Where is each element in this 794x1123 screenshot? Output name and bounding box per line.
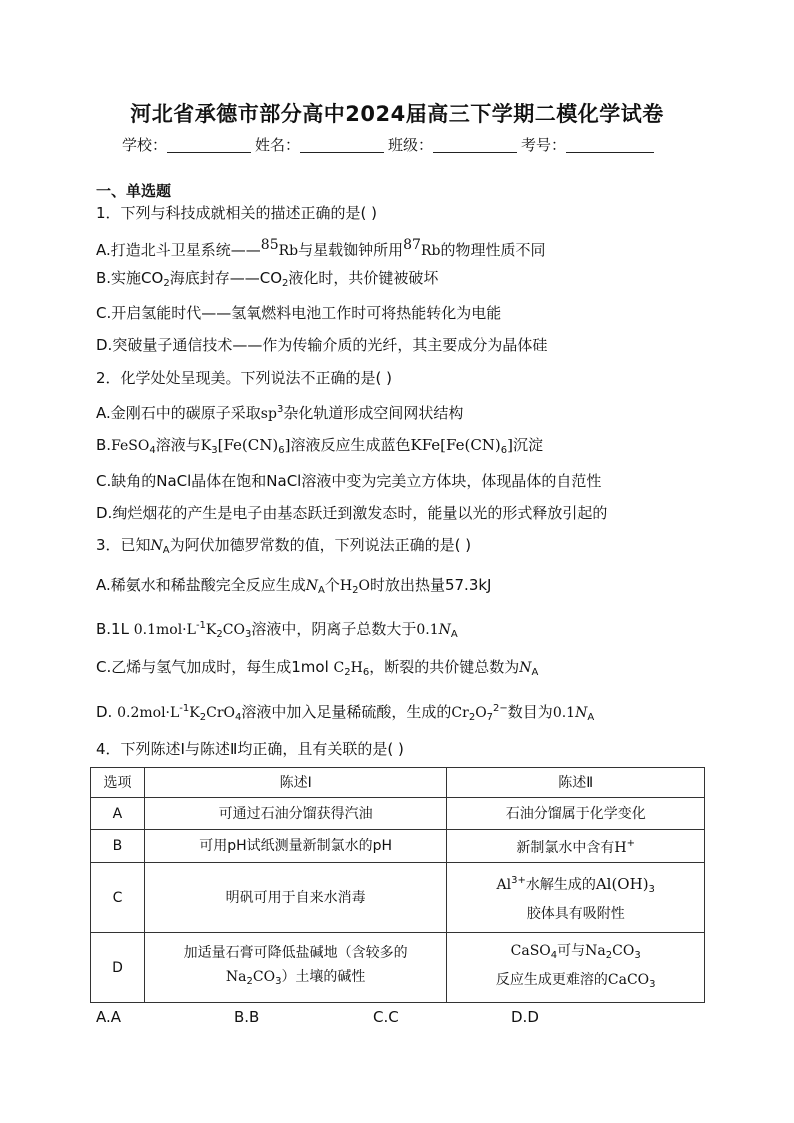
subscript: 2 — [282, 278, 289, 289]
q4-table — [90, 767, 705, 1003]
isotope-symbol: Rb — [278, 243, 299, 259]
avogadro-symbol: N — [305, 578, 319, 594]
q1-b-text: B.实施CO — [96, 269, 164, 287]
formula: CO — [252, 969, 276, 985]
value: 0.1 — [416, 622, 439, 638]
formula: K — [205, 622, 217, 638]
q1-b-text: 液化时，共价键被破坏 — [288, 269, 439, 287]
formula: O — [358, 578, 370, 594]
subscript: 4 — [149, 445, 156, 456]
table-header: 陈述Ⅱ — [447, 768, 705, 798]
q2-b-text: 溶液反应生成蓝色 — [290, 436, 411, 454]
q4-stem: 4．下列陈述Ⅰ与陈述Ⅱ均正确，且有关联的是( ) — [96, 740, 404, 758]
subscript: 2 — [199, 712, 207, 723]
formula: K — [200, 438, 212, 454]
subscript: 3 — [244, 629, 252, 640]
subscript: 3 — [275, 976, 282, 987]
subscript: 4 — [550, 949, 558, 961]
isotope-symbol: Rb — [420, 243, 441, 259]
formula: K — [189, 705, 200, 721]
superscript: 2− — [493, 703, 508, 714]
q4-choices — [96, 1008, 539, 1026]
subscript: 2 — [163, 278, 170, 289]
formula: ] — [507, 436, 514, 454]
formula: ] — [284, 436, 291, 454]
formula: CrO — [206, 705, 236, 721]
superscript: 3 — [276, 404, 284, 415]
formula: CO — [612, 942, 635, 959]
number-blank[interactable] — [566, 136, 654, 153]
concentration: 0.2mol·L — [117, 705, 180, 721]
table-cell — [447, 933, 705, 1003]
q2-b-text: 沉淀 — [513, 436, 544, 454]
table-cell: A — [91, 798, 145, 830]
formula: CO — [222, 622, 245, 638]
table-cell: 石油分馏属于化学变化 — [447, 798, 705, 830]
q3-c-text: C.乙烯与氢气加成时，每生成1mol — [96, 658, 334, 676]
superscript: -1 — [195, 620, 206, 631]
q2-a-text: 杂化轨道形成空间网状结构 — [283, 404, 464, 422]
subscript: 2 — [246, 976, 253, 987]
subscript: 2 — [605, 949, 613, 961]
cell-text: 可与 — [557, 942, 586, 959]
table-header-row — [91, 768, 705, 798]
q2-b-text: B. — [96, 436, 112, 454]
formula: CaSO — [510, 942, 551, 959]
section-heading: 一、单选题 — [96, 182, 172, 200]
formula: Na — [225, 969, 247, 985]
q3-a-text: A.稀氨水和稀盐酸完全反应生成 — [96, 576, 306, 594]
choice-c[interactable]: C.C — [373, 1008, 399, 1026]
subscript: 6 — [278, 445, 285, 456]
table-cell: 明矾可用于自来水消毒 — [144, 863, 446, 933]
q1-option-d: D.突破量子通信技术——作为传输介质的光纤，其主要成分为晶体硅 — [96, 336, 548, 354]
q1-option-b — [96, 267, 438, 295]
subscript: 2 — [344, 667, 351, 678]
q3-d-text: 数目为 — [507, 703, 553, 721]
formula: FeSO — [111, 438, 150, 454]
cell-text: 胶体具有吸附性 — [526, 906, 625, 922]
formula: O — [475, 705, 487, 721]
formula: Al(OH) — [595, 875, 649, 893]
cell-text: 加适量石膏可降低盐碱地（含较多的 — [183, 945, 408, 961]
q3-stem-text: 为阿伏加德罗常数的值，下列说法正确的是( ) — [169, 536, 472, 554]
table-cell: B — [91, 830, 145, 863]
q3-b-text: 溶液中，阴离子总数大于 — [251, 620, 417, 638]
choice-b[interactable]: B.B — [234, 1008, 260, 1026]
exam-title: 河北省承德市部分高中2024届高三下学期二模化学试卷 — [130, 102, 664, 126]
concentration: 0.1mol·L — [133, 622, 196, 638]
q3-option-c — [96, 656, 538, 684]
value: 0.1 — [552, 705, 576, 721]
formula: H — [614, 840, 627, 856]
table-cell: 可通过石油分馏获得汽油 — [144, 798, 446, 830]
table-cell — [144, 933, 446, 1003]
avogadro-symbol: N — [150, 538, 163, 554]
choice-a[interactable]: A.A — [96, 1008, 122, 1026]
q3-a-text: 时放出热量57.3kJ — [369, 576, 492, 594]
cell-text: ）土壤的碱性 — [281, 969, 366, 985]
q3-stem — [96, 534, 471, 562]
subscript: 2 — [468, 712, 476, 723]
subscript: 3 — [649, 978, 656, 990]
table-row — [91, 798, 705, 830]
q1-a-text: 与星载铷钟所用 — [298, 241, 404, 259]
q1-stem: 1．下列与科技成就相关的描述正确的是( ) — [96, 204, 378, 222]
table-cell: 可用pH试纸测量新制氯水的pH — [144, 830, 446, 863]
q2-option-b — [96, 434, 543, 462]
table-cell: D — [91, 933, 145, 1003]
cell-text: 新制氯水中含有 — [516, 840, 615, 856]
q3-option-d — [96, 698, 594, 729]
formula: CaCO — [607, 971, 650, 988]
table-cell — [447, 863, 705, 933]
class-blank[interactable] — [433, 136, 517, 153]
subscript: 2 — [216, 629, 223, 640]
formula: Cr — [451, 705, 469, 721]
subscript: 7 — [486, 712, 494, 723]
cell-text: 水解生成的 — [525, 877, 596, 893]
superscript: 3+ — [511, 875, 526, 886]
subscript: 6 — [362, 667, 370, 678]
avogadro-symbol: N — [575, 705, 588, 721]
q2-a-text: A.金刚石中的碳原子采取 — [96, 404, 261, 422]
subscript: 3 — [648, 884, 655, 895]
q1-a-text: 的物理性质不同 — [440, 241, 546, 259]
subscript: 4 — [235, 712, 242, 723]
table-row — [91, 830, 705, 863]
q1-a-text: A.打造北斗卫星系统—— — [96, 241, 261, 259]
cell-text: 反应生成更难溶的 — [495, 971, 608, 988]
formula: C — [333, 660, 345, 676]
q3-d-text: D. — [96, 703, 118, 721]
subscript: A — [318, 585, 325, 596]
formula: [Fe(CN) — [217, 436, 279, 454]
q3-c-text: ，断裂的共价键总数为 — [369, 658, 520, 676]
q2-b-text: 溶液与 — [155, 436, 201, 454]
formula: H — [339, 578, 353, 594]
q3-option-b — [96, 615, 458, 646]
isotope-mass: 85 — [260, 237, 279, 253]
q3-stem-text: 3．已知 — [96, 536, 151, 554]
avogadro-symbol: N — [519, 660, 532, 676]
q2-option-a — [96, 399, 463, 425]
subscript: 3 — [634, 949, 641, 961]
student-info-line — [122, 134, 658, 155]
isotope-mass: 87 — [403, 237, 421, 253]
table-header: 陈述Ⅰ — [144, 768, 446, 798]
formula: KFe[Fe(CN) — [410, 436, 501, 454]
q3-b-text: B.1L — [96, 620, 134, 638]
class-label: 班级： — [388, 136, 434, 154]
q2-stem: 2．化学处处呈现美。下列说法不正确的是( ) — [96, 369, 393, 387]
subscript: A — [162, 545, 170, 556]
q3-a-text: 个 — [324, 576, 340, 594]
table-row — [91, 933, 705, 1003]
table-row — [91, 863, 705, 933]
formula: Al — [496, 877, 512, 893]
name-blank[interactable] — [300, 136, 384, 153]
choice-d[interactable]: D.D — [511, 1008, 539, 1026]
school-label: 学校： — [122, 136, 168, 154]
subscript: 2 — [352, 585, 359, 596]
q1-option-c: C.开启氢能时代——氢氧燃料电池工作时可将热能转化为电能 — [96, 304, 502, 322]
superscript: -1 — [179, 703, 190, 714]
name-label: 姓名： — [255, 136, 301, 154]
q2-option-c: C.缺角的NaCl晶体在饱和NaCl溶液中变为完美立方体块，体现晶体的自范性 — [96, 472, 602, 490]
table-header: 选项 — [91, 768, 145, 798]
formula: H — [350, 660, 363, 676]
subscript: A — [587, 712, 595, 723]
q1-option-a — [96, 234, 546, 262]
superscript: + — [626, 838, 635, 849]
q3-option-a — [96, 574, 491, 602]
subscript: 6 — [500, 445, 508, 456]
q2-option-d: D.绚烂烟花的产生是电子由基态跃迁到激发态时，能量以光的形式释放引起的 — [96, 504, 608, 522]
school-blank[interactable] — [167, 136, 251, 153]
q1-b-text: 海底封存——CO — [169, 269, 282, 287]
table-cell: C — [91, 863, 145, 933]
subscript: A — [531, 667, 539, 678]
subscript: 3 — [211, 445, 218, 456]
subscript: A — [450, 629, 458, 640]
hybrid-sp: sp — [260, 406, 277, 422]
number-label: 考号： — [521, 136, 567, 154]
q3-d-text: 溶液中加入足量稀硫酸，生成的 — [241, 703, 452, 721]
formula: Na — [585, 942, 606, 959]
avogadro-symbol: N — [438, 622, 451, 638]
table-cell — [447, 830, 705, 863]
